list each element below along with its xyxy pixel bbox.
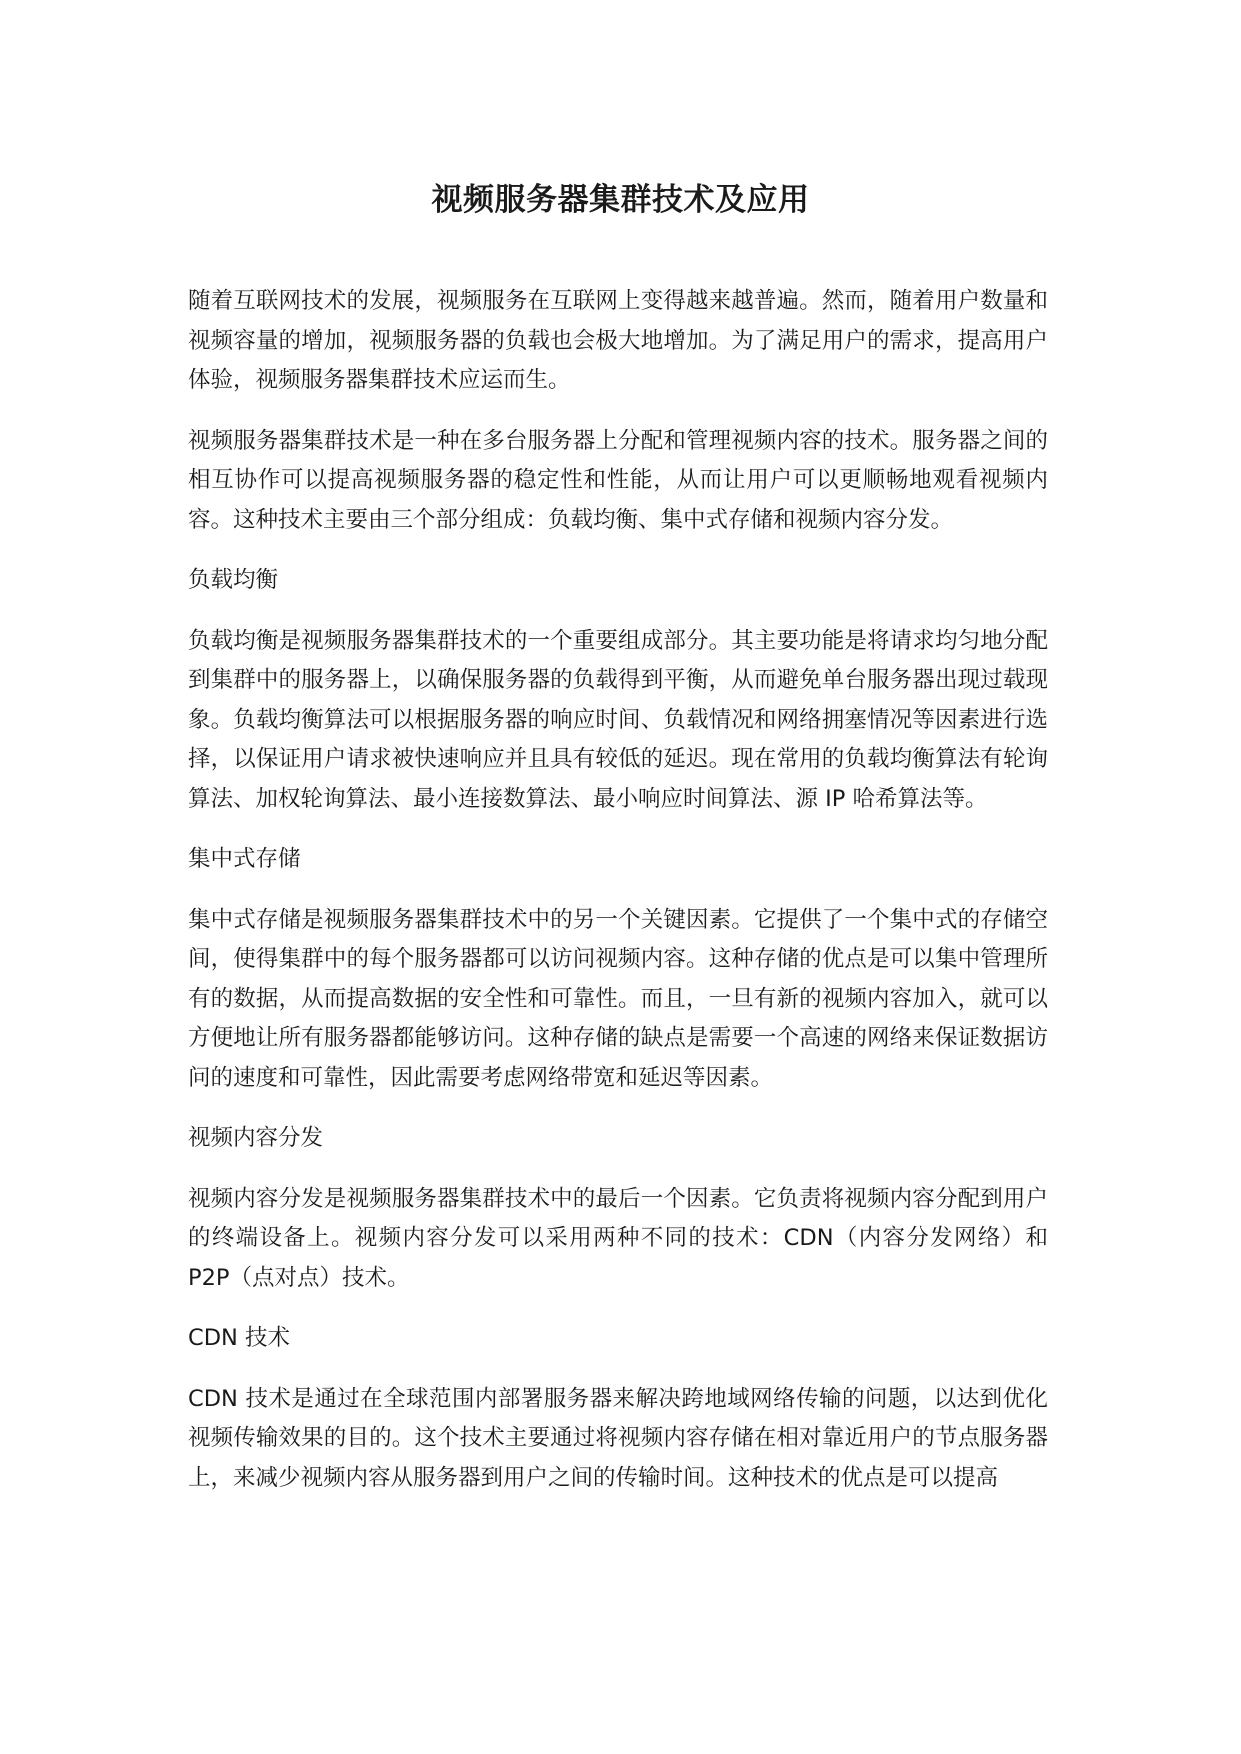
section-heading-cdn: CDN 技术 (188, 1325, 291, 1351)
paragraph-content-distribution: 视频内容分发是视频服务器集群技术中的最后一个因素。它负责将视频内容分配到用户的终端设备上。视频内容分发可以采用两种不同的技术：CDN（内容分发网络）和 P2P（点对点）技术。 (188, 1185, 1048, 1291)
paragraph-central-storage: 集中式存储是视频服务器集群技术中的另一个关键因素。它提供了一个集中式的存储空间，使得集群中的每个服务器都可以访问视频内容。这种存储的优点是可以集中管理所有的数据，从而提高数据的安全性和可靠性。而且，一旦有新的视频内容加入，就可以方便地让所有服务器都能够访问。这种存储的缺点是需要一个高速的网络来保证数据访问的速度和可靠性，因此需要考虑网络带宽和延迟等因素。 (188, 906, 1048, 1091)
section-heading-content-distribution: 视频内容分发 (188, 1125, 324, 1151)
paragraph-intro: 随着互联网技术的发展，视频服务在互联网上变得越来越普遍。然而，随着用户数量和视频容量的增加，视频服务器的负载也会极大地增加。为了满足用户的需求，提高用户体验，视频服务器集群技术应运而生。 (188, 288, 1048, 393)
section-heading-central-storage: 集中式存储 (188, 846, 301, 872)
document-title: 视频服务器集群技术及应用 (431, 182, 810, 218)
paragraph-overview: 视频服务器集群技术是一种在多台服务器上分配和管理视频内容的技术。服务器之间的相互协作可以提高视频服务器的稳定性和性能，从而让用户可以更顺畅地观看视频内容。这种技术主要由三个部分组成：负载均衡、集中式存储和视频内容分发。 (188, 427, 1048, 533)
document-body (188, 282, 1048, 1519)
section-heading-load-balancing: 负载均衡 (188, 567, 279, 593)
paragraph-load-balancing: 负载均衡是视频服务器集群技术的一个重要组成部分。其主要功能是将请求均匀地分配到集群中的服务器上，以确保服务器的负载得到平衡，从而避免单台服务器出现过载现象。负载均衡算法可以根据服务器的响应时间、负载情况和网络拥塞情况等因素进行选择，以保证用户请求被快速响应并且具有较低的延迟。现在常用的负载均衡算法有轮询算法、加权轮询算法、最小连接数算法、最小响应时间算法、源 IP 哈希算法等。 (188, 627, 1048, 812)
paragraph-cdn: CDN 技术是通过在全球范围内部署服务器来解决跨地域网络传输的问题，以达到优化视频传输效果的目的。这个技术主要通过将视频内容存储在相对靠近用户的节点服务器上，来减少视频内容从服务器到用户之间的传输时间。这种技术的优点是可以提高 (188, 1385, 1048, 1491)
